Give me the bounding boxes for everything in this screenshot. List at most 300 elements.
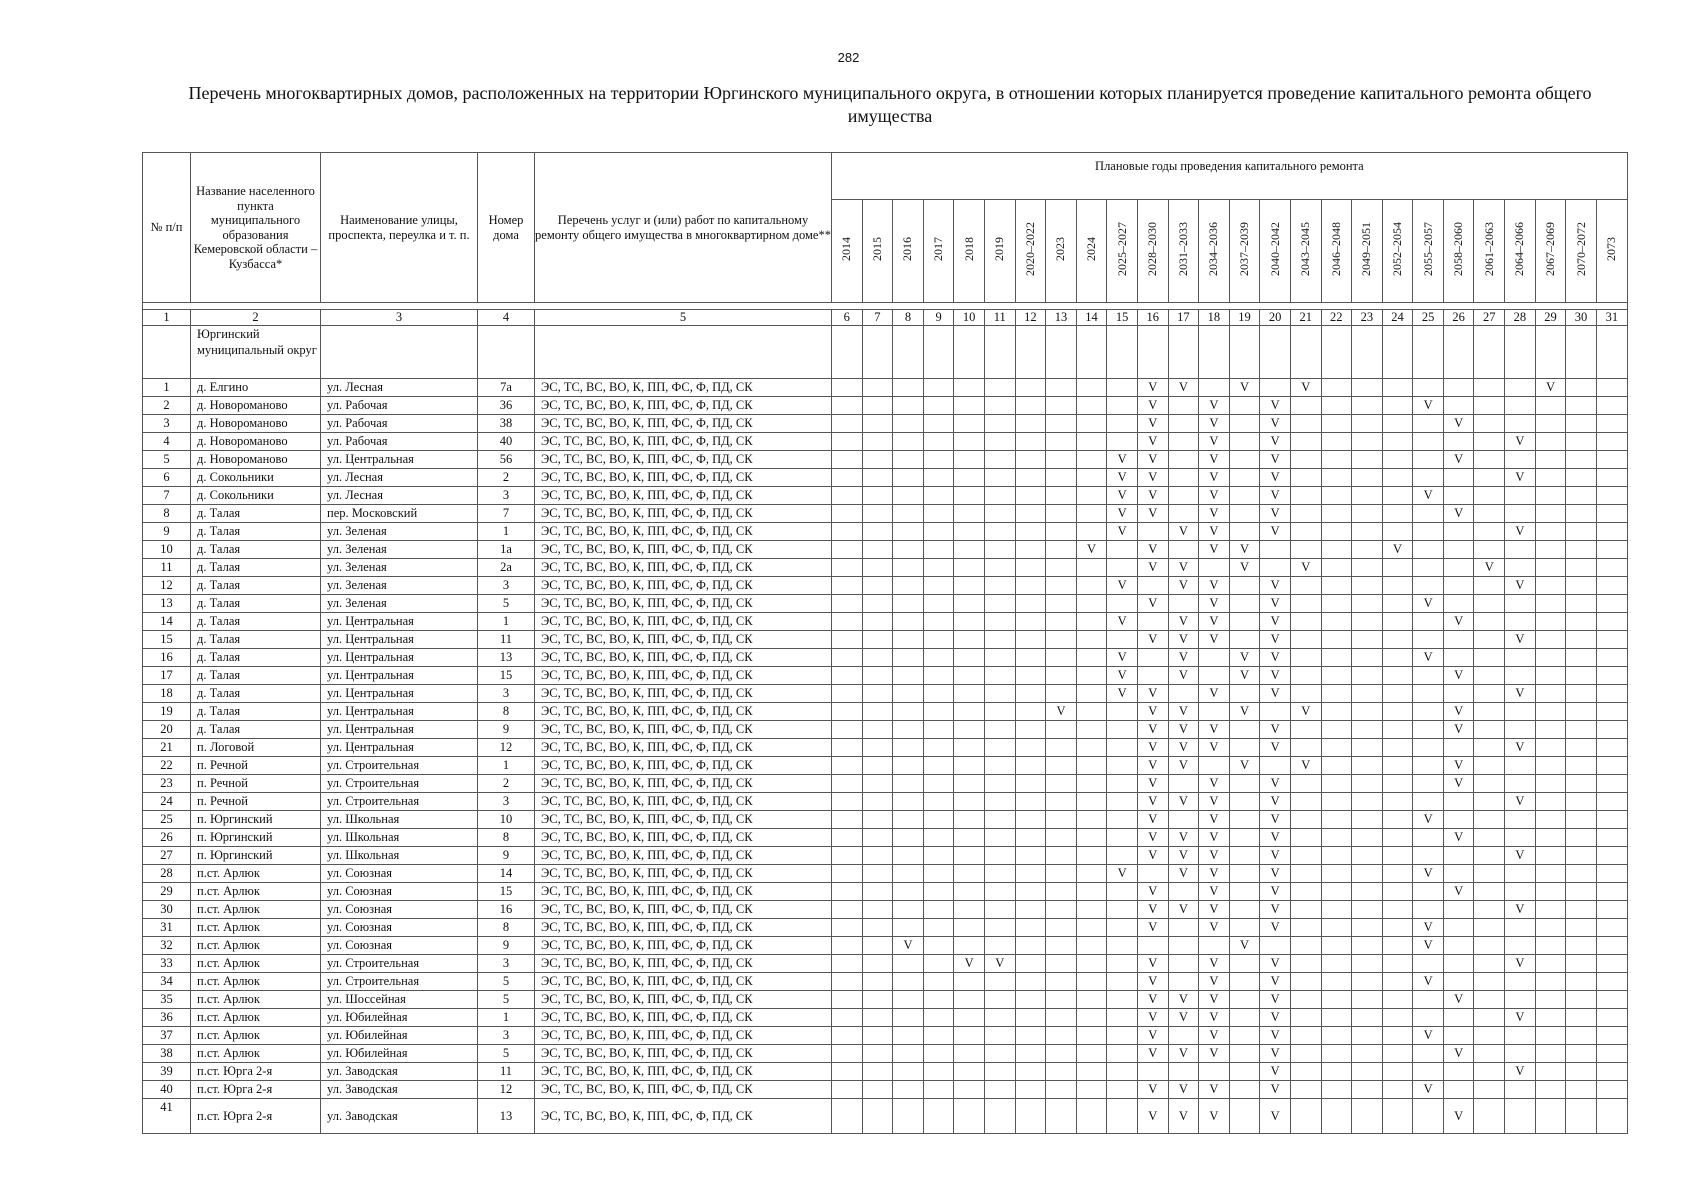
repair-mark: V: [1107, 685, 1138, 703]
year-cell: [1535, 505, 1566, 523]
year-cell: [832, 577, 863, 595]
year-cell: [1046, 667, 1077, 685]
repair-mark: V: [1199, 595, 1230, 613]
year-cell: [1535, 937, 1566, 955]
repair-mark: V: [1229, 649, 1260, 667]
year-cell: [862, 739, 893, 757]
year-cell: [984, 1027, 1015, 1045]
row-number: 1: [143, 379, 191, 397]
repair-mark: V: [1199, 415, 1230, 433]
year-cell: [1596, 973, 1627, 991]
municipality-cell: [1137, 326, 1168, 379]
column-number: 22: [1321, 310, 1352, 326]
works-list: ЭС, ТС, ВС, ВО, К, ПП, ФС, Ф, ПД, СК: [535, 1063, 832, 1081]
year-cell: [1199, 757, 1230, 775]
repair-mark: V: [1260, 847, 1291, 865]
repair-mark: V: [1260, 883, 1291, 901]
column-number: 20: [1260, 310, 1291, 326]
row-number: 2: [143, 397, 191, 415]
year-cell: [923, 685, 954, 703]
year-cell: [1566, 775, 1597, 793]
year-cell: [1382, 829, 1413, 847]
year-cell: [893, 541, 924, 559]
year-cell: [1474, 649, 1505, 667]
works-list: ЭС, ТС, ВС, ВО, К, ПП, ФС, Ф, ПД, СК: [535, 739, 832, 757]
table-row: [143, 433, 1628, 451]
year-cell: [1352, 685, 1383, 703]
year-cell: [1443, 865, 1474, 883]
year-cell: [1382, 595, 1413, 613]
repair-mark: V: [1199, 469, 1230, 487]
municipality-cell: [478, 326, 535, 379]
municipality-cell: [535, 326, 832, 379]
year-cell: [1443, 523, 1474, 541]
repair-mark: V: [1199, 685, 1230, 703]
repair-mark: V: [1199, 1045, 1230, 1063]
table-row: [143, 1009, 1628, 1027]
year-cell: [1413, 721, 1444, 739]
street-name: ул. Школьная: [321, 811, 478, 829]
year-cell: [1474, 433, 1505, 451]
year-cell: [1321, 379, 1352, 397]
column-number: 15: [1107, 310, 1138, 326]
municipality-cell: [1290, 326, 1321, 379]
year-cell: [1566, 559, 1597, 577]
municipality-cell: [1199, 326, 1230, 379]
street-name: ул. Союзная: [321, 865, 478, 883]
year-cell: [1505, 397, 1536, 415]
year-cell: [1076, 577, 1107, 595]
street-name: ул. Строительная: [321, 955, 478, 973]
year-cell: [1229, 1099, 1260, 1134]
year-cell: [1260, 379, 1291, 397]
year-cell: [832, 919, 863, 937]
year-cell: [1199, 559, 1230, 577]
house-number: 12: [478, 739, 535, 757]
municipality-cell: [1443, 326, 1474, 379]
year-cell: [923, 469, 954, 487]
year-cell: [1382, 649, 1413, 667]
year-cell: [1168, 883, 1199, 901]
year-cell: [1168, 685, 1199, 703]
year-cell: [1015, 577, 1046, 595]
year-cell: [1413, 379, 1444, 397]
year-cell: [1076, 379, 1107, 397]
year-cell: [1596, 397, 1627, 415]
year-cell: [954, 847, 985, 865]
year-cell: [923, 847, 954, 865]
year-cell: [1566, 1081, 1597, 1099]
year-cell: [1535, 541, 1566, 559]
year-cell: [1413, 829, 1444, 847]
year-cell: [1382, 901, 1413, 919]
year-cell: [984, 523, 1015, 541]
repair-mark: V: [1229, 703, 1260, 721]
municipality-cell: [954, 326, 985, 379]
column-number: 2: [191, 310, 321, 326]
year-cell: [1352, 523, 1383, 541]
house-number: 16: [478, 901, 535, 919]
street-name: ул. Союзная: [321, 883, 478, 901]
year-cell: [1566, 379, 1597, 397]
year-cell: [1260, 559, 1291, 577]
year-cell: [1596, 937, 1627, 955]
year-cell: [1229, 451, 1260, 469]
year-cell: [1535, 559, 1566, 577]
repair-mark: V: [1260, 667, 1291, 685]
repair-mark: V: [1199, 631, 1230, 649]
year-cell: [1107, 559, 1138, 577]
year-cell: [1474, 505, 1505, 523]
year-cell: [1382, 793, 1413, 811]
works-list: ЭС, ТС, ВС, ВО, К, ПП, ФС, Ф, ПД, СК: [535, 1045, 832, 1063]
year-cell: [954, 829, 985, 847]
year-cell: [1535, 469, 1566, 487]
year-cell: [1015, 397, 1046, 415]
repair-mark: V: [1168, 721, 1199, 739]
year-cell: [1107, 1045, 1138, 1063]
year-cell: [1474, 919, 1505, 937]
year-cell: [1076, 1027, 1107, 1045]
year-cell: [1535, 1063, 1566, 1081]
year-cell: [1015, 703, 1046, 721]
repair-mark: V: [1168, 829, 1199, 847]
repair-mark: V: [1168, 649, 1199, 667]
repair-mark: V: [1413, 649, 1444, 667]
year-cell: [1474, 955, 1505, 973]
header-year: [1535, 200, 1566, 303]
year-cell: [1107, 1009, 1138, 1027]
year-cell: [1229, 685, 1260, 703]
year-cell: [1352, 649, 1383, 667]
year-cell: [1076, 901, 1107, 919]
year-cell: [1596, 649, 1627, 667]
year-cell: [1290, 667, 1321, 685]
year-cell: [1382, 811, 1413, 829]
year-cell: [1352, 847, 1383, 865]
year-cell: [1596, 469, 1627, 487]
works-list: ЭС, ТС, ВС, ВО, К, ПП, ФС, Ф, ПД, СК: [535, 631, 832, 649]
year-cell: [1137, 577, 1168, 595]
repair-mark: V: [1260, 1063, 1291, 1081]
year-cell: [1076, 595, 1107, 613]
repair-mark: V: [1168, 379, 1199, 397]
year-cell: [1443, 577, 1474, 595]
header-year: [1199, 200, 1230, 303]
year-cell: [1168, 973, 1199, 991]
repair-mark: V: [1443, 775, 1474, 793]
year-cell: [984, 685, 1015, 703]
year-cell: [1168, 919, 1199, 937]
house-number: 38: [478, 415, 535, 433]
header-year: [1596, 200, 1627, 303]
row-number: 28: [143, 865, 191, 883]
row-number: 39: [143, 1063, 191, 1081]
year-cell: [832, 541, 863, 559]
row-number: 16: [143, 649, 191, 667]
municipality-cell: [893, 326, 924, 379]
year-cell: [1321, 811, 1352, 829]
year-cell: [1596, 1081, 1627, 1099]
year-cell: [832, 811, 863, 829]
year-cell: [1566, 991, 1597, 1009]
year-cell: [984, 559, 1015, 577]
repair-mark: V: [1260, 1081, 1291, 1099]
repair-mark: V: [1168, 901, 1199, 919]
municipality-cell: [1076, 326, 1107, 379]
repair-mark: V: [1382, 541, 1413, 559]
table-row: [143, 991, 1628, 1009]
year-cell: [1535, 451, 1566, 469]
year-cell: [1229, 1081, 1260, 1099]
year-cell: [984, 505, 1015, 523]
year-cell: [1535, 649, 1566, 667]
year-cell: [1321, 397, 1352, 415]
settlement-name: п.ст. Арлюк: [191, 955, 321, 973]
year-cell: [1076, 1009, 1107, 1027]
works-list: ЭС, ТС, ВС, ВО, К, ПП, ФС, Ф, ПД, СК: [535, 523, 832, 541]
year-cell: [984, 775, 1015, 793]
header-year-label: 2028–2030: [1145, 222, 1160, 276]
works-list: ЭС, ТС, ВС, ВО, К, ПП, ФС, Ф, ПД, СК: [535, 559, 832, 577]
repair-mark: V: [1290, 379, 1321, 397]
year-cell: [1137, 1063, 1168, 1081]
column-number: 23: [1352, 310, 1383, 326]
year-cell: [862, 577, 893, 595]
works-list: ЭС, ТС, ВС, ВО, К, ПП, ФС, Ф, ПД, СК: [535, 721, 832, 739]
settlement-name: д. Новоромановo: [191, 451, 321, 469]
year-cell: [832, 595, 863, 613]
repair-mark: V: [1199, 613, 1230, 631]
year-cell: [1413, 541, 1444, 559]
year-cell: [1413, 793, 1444, 811]
row-number: 30: [143, 901, 191, 919]
row-number: 29: [143, 883, 191, 901]
repair-mark: V: [1443, 883, 1474, 901]
year-cell: [984, 991, 1015, 1009]
year-cell: [893, 721, 924, 739]
municipality-cell: [1535, 326, 1566, 379]
year-cell: [1107, 631, 1138, 649]
year-cell: [1107, 739, 1138, 757]
year-cell: [1382, 739, 1413, 757]
street-name: ул. Строительная: [321, 775, 478, 793]
year-cell: [1199, 703, 1230, 721]
year-cell: [923, 595, 954, 613]
year-cell: [1076, 775, 1107, 793]
year-cell: [1352, 595, 1383, 613]
year-cell: [1321, 505, 1352, 523]
repair-mark: V: [1260, 523, 1291, 541]
year-cell: [1015, 1045, 1046, 1063]
year-cell: [1046, 973, 1077, 991]
repair-mark: V: [1505, 1009, 1536, 1027]
year-cell: [1352, 901, 1383, 919]
year-cell: [1474, 523, 1505, 541]
year-cell: [832, 505, 863, 523]
spacer-cell: [1199, 303, 1230, 310]
year-cell: [1046, 505, 1077, 523]
repair-mark: V: [1107, 451, 1138, 469]
repair-mark: V: [1137, 559, 1168, 577]
year-cell: [1474, 1027, 1505, 1045]
year-cell: [984, 829, 1015, 847]
year-cell: [862, 433, 893, 451]
row-number: 22: [143, 757, 191, 775]
header-year-label: 2015: [869, 237, 884, 261]
works-list: ЭС, ТС, ВС, ВО, К, ПП, ФС, Ф, ПД, СК: [535, 451, 832, 469]
year-cell: [923, 379, 954, 397]
year-cell: [832, 1081, 863, 1099]
year-cell: [984, 703, 1015, 721]
header-year-label: 2034–2036: [1206, 222, 1221, 276]
street-name: ул. Центральная: [321, 667, 478, 685]
street-name: ул. Центральная: [321, 685, 478, 703]
year-cell: [984, 793, 1015, 811]
year-cell: [1535, 865, 1566, 883]
year-cell: [984, 1045, 1015, 1063]
year-cell: [1413, 1099, 1444, 1134]
repair-mark: V: [1168, 793, 1199, 811]
year-cell: [923, 991, 954, 1009]
street-name: ул. Зеленая: [321, 541, 478, 559]
repair-mark: V: [1413, 1081, 1444, 1099]
year-cell: [1505, 559, 1536, 577]
year-cell: [984, 1063, 1015, 1081]
table-row: [143, 559, 1628, 577]
year-cell: [1076, 613, 1107, 631]
year-cell: [923, 757, 954, 775]
year-cell: [1352, 937, 1383, 955]
year-cell: [1046, 829, 1077, 847]
year-cell: [954, 415, 985, 433]
row-number: 31: [143, 919, 191, 937]
repair-mark: V: [1260, 919, 1291, 937]
house-number: 1: [478, 613, 535, 631]
year-cell: [923, 1099, 954, 1134]
year-cell: [1229, 919, 1260, 937]
year-cell: [1290, 1081, 1321, 1099]
repair-mark: V: [1260, 739, 1291, 757]
repair-mark: V: [1168, 667, 1199, 685]
year-cell: [1321, 577, 1352, 595]
works-list: ЭС, ТС, ВС, ВО, К, ПП, ФС, Ф, ПД, СК: [535, 1009, 832, 1027]
year-cell: [1015, 505, 1046, 523]
row-number: 34: [143, 973, 191, 991]
column-number: 7: [862, 310, 893, 326]
year-cell: [1566, 847, 1597, 865]
year-cell: [1015, 865, 1046, 883]
year-cell: [1046, 793, 1077, 811]
year-cell: [1015, 883, 1046, 901]
repair-mark: V: [1168, 991, 1199, 1009]
year-cell: [1596, 847, 1627, 865]
year-cell: [1015, 667, 1046, 685]
year-cell: [1290, 1063, 1321, 1081]
year-cell: [1076, 703, 1107, 721]
year-cell: [1535, 577, 1566, 595]
year-cell: [862, 721, 893, 739]
column-number: 10: [954, 310, 985, 326]
header-year: [1137, 200, 1168, 303]
year-cell: [1474, 415, 1505, 433]
year-cell: [893, 487, 924, 505]
year-cell: [862, 811, 893, 829]
header-year-label: 2025–2027: [1114, 222, 1129, 276]
municipality-name: Юргинский муниципальный округ: [191, 326, 321, 379]
column-number: 14: [1076, 310, 1107, 326]
year-cell: [862, 667, 893, 685]
year-cell: [1535, 829, 1566, 847]
year-cell: [954, 667, 985, 685]
repair-mark: V: [1137, 829, 1168, 847]
repair-mark: V: [1107, 613, 1138, 631]
year-cell: [1321, 541, 1352, 559]
year-cell: [1260, 703, 1291, 721]
year-cell: [1535, 685, 1566, 703]
year-cell: [1107, 919, 1138, 937]
header-year-label: 2024: [1084, 237, 1099, 261]
column-number: 11: [984, 310, 1015, 326]
spacer-cell: [1046, 303, 1077, 310]
year-cell: [1352, 379, 1383, 397]
column-number: 31: [1596, 310, 1627, 326]
year-cell: [1321, 1027, 1352, 1045]
spacer-cell: [862, 303, 893, 310]
year-cell: [954, 649, 985, 667]
year-cell: [1046, 991, 1077, 1009]
settlement-name: д. Талая: [191, 541, 321, 559]
header-year: [1229, 200, 1260, 303]
header-year-label: 2070–2072: [1573, 222, 1588, 276]
year-cell: [1229, 505, 1260, 523]
year-cell: [1413, 577, 1444, 595]
spacer-cell: [1015, 303, 1046, 310]
year-cell: [1107, 721, 1138, 739]
year-cell: [1443, 793, 1474, 811]
year-cell: [1413, 667, 1444, 685]
year-cell: [923, 1009, 954, 1027]
year-cell: [954, 937, 985, 955]
year-cell: [1566, 1099, 1597, 1134]
year-cell: [1443, 901, 1474, 919]
repair-mark: V: [1199, 1009, 1230, 1027]
house-number: 15: [478, 883, 535, 901]
year-cell: [954, 919, 985, 937]
works-list: ЭС, ТС, ВС, ВО, К, ПП, ФС, Ф, ПД, СК: [535, 757, 832, 775]
repair-mark: V: [1168, 739, 1199, 757]
year-cell: [1076, 523, 1107, 541]
year-cell: [1229, 631, 1260, 649]
repair-mark: V: [1505, 685, 1536, 703]
settlement-name: д. Талая: [191, 703, 321, 721]
year-cell: [1107, 973, 1138, 991]
repair-mark: V: [1229, 667, 1260, 685]
works-list: ЭС, ТС, ВС, ВО, К, ПП, ФС, Ф, ПД, СК: [535, 595, 832, 613]
repair-mark: V: [1260, 973, 1291, 991]
year-cell: [1290, 955, 1321, 973]
header-year: [832, 200, 863, 303]
table-row: [143, 739, 1628, 757]
year-cell: [1352, 433, 1383, 451]
year-cell: [1290, 829, 1321, 847]
page-number: 282: [837, 50, 860, 65]
house-number: 3: [478, 955, 535, 973]
year-cell: [1596, 433, 1627, 451]
row-number: 15: [143, 631, 191, 649]
year-cell: [1076, 505, 1107, 523]
year-cell: [1352, 667, 1383, 685]
